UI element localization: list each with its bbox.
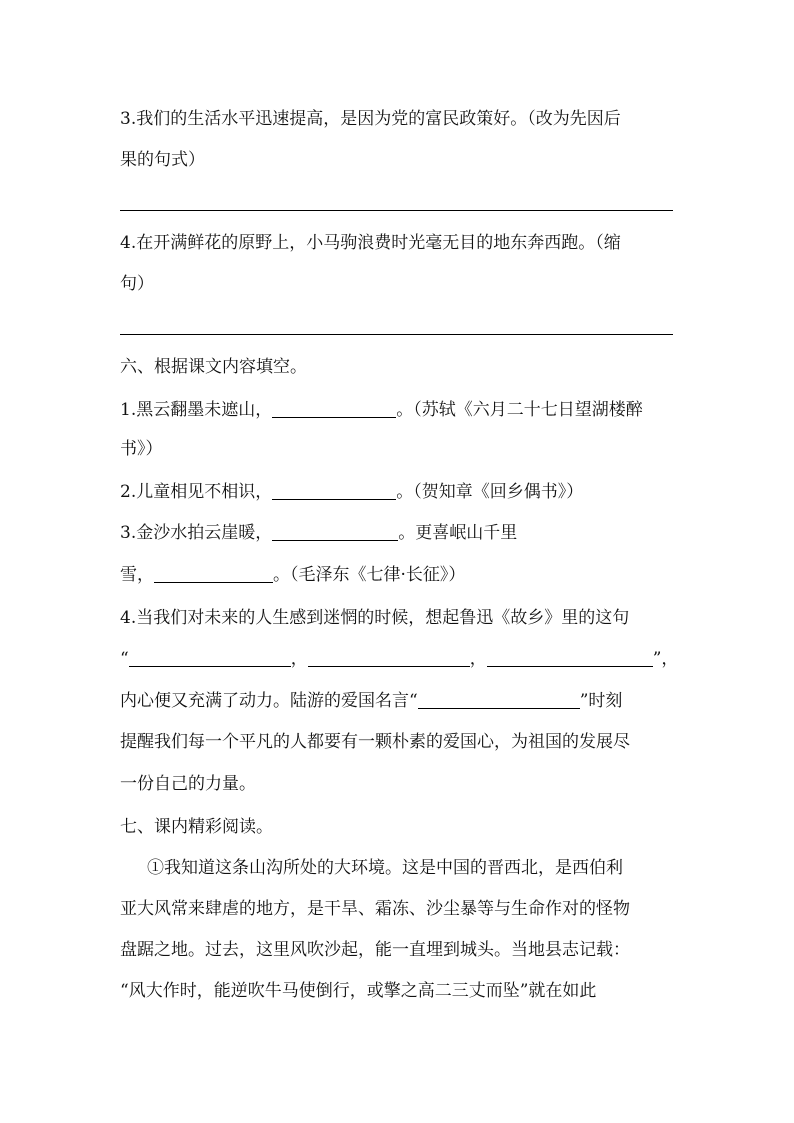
fill-item-3-suffix: 。更喜岷山千里: [398, 523, 518, 543]
section-6-title: 六、根据课文内容填空。: [120, 357, 307, 377]
fill-item-4-line-3-suffix: ”时刻: [579, 691, 623, 711]
fill-item-3-prefix: 3.金沙水拍云崖暖，: [120, 523, 273, 543]
blank-3[interactable]: [272, 523, 398, 541]
blank-7[interactable]: [487, 649, 653, 667]
passage-line-3: 盘踞之地。过去，这里风吹沙起，能一直埋到城头。当地县志记载：: [120, 940, 630, 960]
fill-item-3: [120, 521, 680, 545]
question-4-line-1: 4.在开满鲜花的原野上，小马驹浪费时光毫无目的地东奔西跑。（缩: [120, 233, 621, 253]
blank-1[interactable]: [272, 400, 396, 418]
blank-8[interactable]: [418, 691, 580, 709]
fill-item-4-line-5: 一份自己的力量。: [120, 774, 256, 794]
answer-line-question-4[interactable]: [120, 334, 673, 335]
fill-item-2-prefix: 2.儿童相见不相识，: [120, 482, 273, 502]
passage-line-2: 亚大风常来肆虐的地方，是干旱、霜冻、沙尘暴等与生命作对的怪物: [120, 899, 630, 919]
fill-item-4-line-4: 提醒我们每一个平凡的人都要有一颗朴素的爱国心，为祖国的发展尽: [120, 732, 630, 752]
question-4-line-2: 句）: [120, 274, 154, 294]
separator-2: ，: [469, 649, 487, 669]
blank-4[interactable]: [154, 565, 273, 583]
blank-5[interactable]: [129, 649, 291, 667]
fill-item-1-suffix: 。（苏轼《六月二十七日望湖楼醉: [396, 400, 643, 420]
fill-item-3-line-2: [120, 563, 680, 587]
close-quote: ”，: [652, 649, 679, 669]
fill-item-2: [120, 480, 680, 504]
fill-item-3-line-2-suffix: 。（毛泽东《七律·长征》）: [273, 565, 466, 585]
question-3-line-1: 3.我们的生活水平迅速提高，是因为党的富民政策好。（改为先因后: [120, 109, 621, 129]
fill-item-4-line-3: [120, 689, 680, 713]
blank-2[interactable]: [272, 482, 396, 500]
passage-line-1: ①我知道这条山沟所处的大环境。这是中国的晋西北，是西伯利: [147, 858, 623, 878]
fill-item-4-line-1: 4.当我们对未来的人生感到迷惘的时候，想起鲁迅《故乡》里的这句: [120, 608, 630, 628]
blank-6[interactable]: [308, 649, 470, 667]
fill-item-1: [120, 398, 680, 422]
fill-item-1-prefix: 1.黑云翻墨未遮山，: [120, 400, 273, 420]
fill-item-3-line-2-prefix: 雪，: [120, 565, 154, 585]
question-3-line-2: 果的句式）: [120, 150, 205, 170]
open-quote: “: [120, 649, 129, 669]
fill-item-4-line-3-prefix: 内心便又充满了动力。陆游的爱国名言“: [120, 691, 418, 711]
fill-item-4-line-2: [120, 647, 680, 671]
section-7-title: 七、课内精彩阅读。: [120, 817, 273, 837]
fill-item-1-line-2: 书》）: [120, 439, 163, 459]
answer-line-question-3[interactable]: [120, 210, 673, 211]
passage-line-4: “风大作时，能逆吹牛马使倒行，或擎之高二三丈而坠”就在如此: [120, 981, 597, 1001]
fill-item-2-suffix: 。（贺知章《回乡偶书》）: [396, 482, 584, 502]
separator-1: ，: [290, 649, 308, 669]
